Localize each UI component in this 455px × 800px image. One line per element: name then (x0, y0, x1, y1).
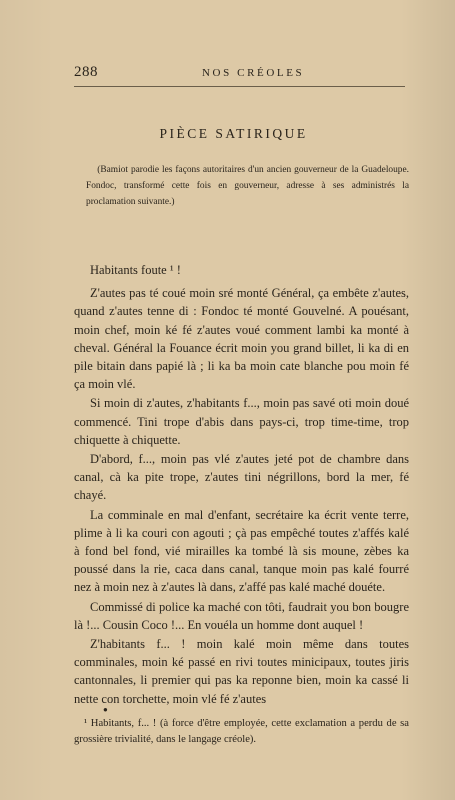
paragraph: Si moin di z'autes, z'habitants f..., moin pas savé oti moin doué commencé. Tini trope d'abis dans pays-ci, trop time-time, trop chiquette à chiquette. (74, 396, 409, 447)
header-rule (74, 86, 405, 87)
paragraph: Z'habitants f... ! moin kalé moin même dans toutes comminales, moin ké passé en rivi toutes minicipaux, toutes jiris cantonnales, li premier qui pas ka reponne bien, moin ka cassé li nette con torchette, moin vlé fé z'autes (74, 637, 409, 706)
page-number: 288 (74, 64, 98, 80)
footnote-mark: ● (103, 705, 108, 714)
paragraph: Commissé di police ka maché con tôti, faudrait you bon bougre là !... Cousin Coco !... En vouéla un homme dont auquel ! (74, 599, 409, 632)
footnote (74, 716, 409, 748)
piece-intro: (Bamiot parodie les façons autoritaires d'un ancien gouverneur de la Guadeloupe. Fondoc, transformé cette fois en gouverneur, adresse à ses administrés la proclamation suivante.) (86, 165, 409, 207)
paragraph: Habitants foute ¹ ! (90, 263, 181, 277)
body-text (74, 261, 409, 709)
paragraph: La comminale en mal d'enfant, secrétaire ka écrit vente terre, plime à li ka couri con agouti ; çà pas empêché toutes z'affés kalé à fond bel fond, vié mirailles ka tombé là sis moune, zèbes ka poussé dans la rie, caca dans canal, tanque moin pas kalé fourré nez à moin nez à z'autes là dans, z'affé pas kalé maché douéte. (74, 507, 409, 595)
paragraph: D'abord, f..., moin pas vlé z'autes jeté pot de chambre dans canal, cà ka pite trope, z'autes tini négrillons, bord la mer, fé chayé. (74, 452, 409, 503)
page-header (74, 56, 405, 86)
paragraph: Z'autes pas té coué moin sré monté Général, ça embête z'autes, quand z'autes tenne di : Fondoc té monté Gouvelné. A pouésant, moin chef, moin ké fé z'autes voué comment lambi ka monté à cheval. Général la Fouance écrit moin you grand billet, li ka di en pile bitain dans papié là ; li ka ba moin cate blanche pou moin fé ça moin vlé. (74, 286, 409, 392)
piece-title: PIÈCE SATIRIQUE (159, 126, 308, 141)
footnote-text: ¹ Habitants, f... ! (à force d'être employée, cette exclamation a perdu de sa grossière trivialité, dans le langage créole). (74, 718, 409, 745)
running-head: NOS CRÉOLES (202, 67, 305, 79)
